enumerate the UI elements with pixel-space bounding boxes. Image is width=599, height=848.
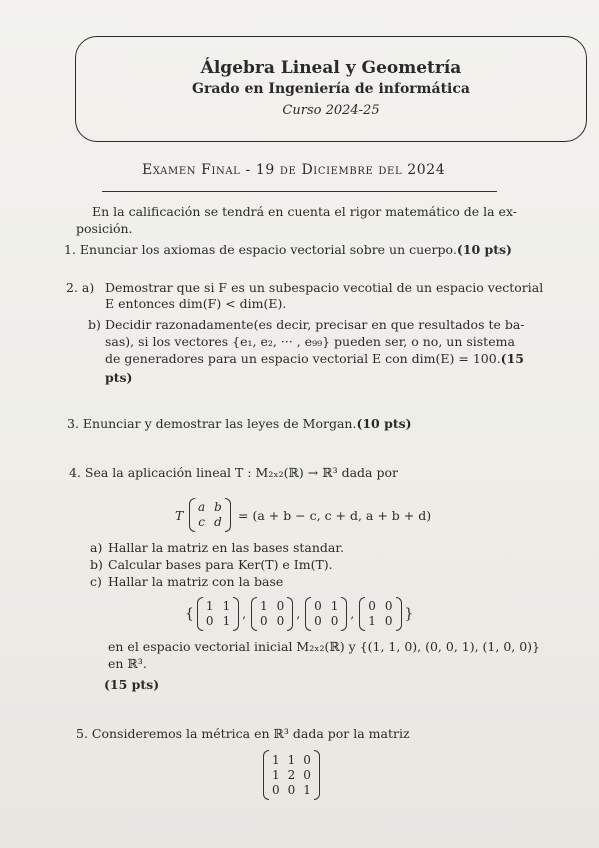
metric-matrix: [263, 750, 320, 800]
matrix-entry: 0: [314, 599, 322, 613]
matrix-entry: 0: [303, 767, 311, 782]
right-paren: [233, 597, 239, 631]
intro-line-1: En la calificación se tendrá en cuenta el rigor matemático de la ex-: [92, 204, 518, 219]
question-2a-line-2: E entonces dim(F) < dim(E).: [105, 296, 287, 311]
basis-matrix: [251, 597, 293, 631]
question-2b-label: b): [88, 317, 101, 332]
matrix-entry: 0: [330, 614, 339, 628]
course-year: Curso 2024-25: [282, 103, 380, 118]
question-3-points: (10 pts): [356, 416, 412, 431]
matrix-entry: c: [198, 515, 205, 529]
basis-matrix-entries: [257, 600, 287, 628]
input-matrix-entries: [195, 501, 225, 529]
right-paren: [225, 498, 231, 532]
right-paren: [287, 597, 293, 631]
right-paren: [314, 750, 320, 800]
question-4-intro: 4. Sea la aplicación lineal T : M₂ₓ₂(ℝ) → ℝ³ dada por: [69, 465, 398, 480]
intro-line-2: posición.: [76, 221, 133, 236]
question-5-text: 5. Consideremos la métrica en ℝ³ dada por la matriz: [76, 726, 410, 741]
matrix-entry: 0: [260, 614, 268, 628]
matrix-entry: 0: [384, 599, 393, 613]
map-result: = (a + b − c, c + d, a + b + d): [238, 508, 432, 523]
question-4b-text: Calcular bases para Ker(T) e Im(T).: [108, 557, 333, 572]
question-4b-label: b): [90, 557, 103, 572]
question-2-points-close: pts): [105, 370, 133, 385]
basis-matrix-entries: [365, 600, 395, 628]
matrix-entry: 1: [303, 782, 311, 797]
matrix-entry: 0: [287, 782, 296, 797]
title-box: [75, 36, 587, 142]
basis-separator: ,: [296, 607, 301, 621]
basis-matrix-entries: [311, 600, 341, 628]
separator-line: [102, 191, 497, 192]
question-2b-line-3-text: de generadores para un espacio vectorial E con dim(E) = 100.: [105, 351, 501, 366]
basis-open-brace: {: [185, 606, 194, 622]
right-paren: [396, 597, 402, 631]
matrix-entry: 1: [287, 752, 296, 767]
right-paren: [341, 597, 347, 631]
matrix-entry: a: [198, 500, 206, 514]
matrix-entry: 1: [222, 599, 231, 613]
matrix-entry: 0: [384, 614, 393, 628]
matrix-entry: 0: [314, 614, 322, 628]
question-4c-label: c): [90, 574, 102, 589]
question-2a-line-1: Demostrar que si F es un subespacio vecotial de un espacio vectorial: [105, 280, 544, 295]
question-4c-text: Hallar la matriz con la base: [108, 574, 284, 589]
basis-separator: ,: [350, 607, 355, 621]
question-2a-label: 2. a): [66, 280, 95, 295]
basis-set: [185, 597, 413, 631]
matrix-entry: 1: [330, 599, 339, 613]
matrix-entry: 1: [205, 599, 214, 613]
degree-subtitle: Grado en Ingeniería de informática: [192, 81, 470, 97]
question-1-text: 1. Enunciar los axiomas de espacio vectorial sobre un cuerpo.: [64, 242, 457, 257]
question-4c-line-3: en ℝ³.: [108, 656, 147, 671]
matrix-entry: 1: [222, 614, 231, 628]
matrix-entry: 0: [272, 782, 280, 797]
question-4a-text: Hallar la matriz en las bases standar.: [108, 540, 344, 555]
question-1-points: (10 pts): [456, 242, 512, 257]
matrix-entry: 1: [272, 752, 280, 767]
question-4c-line-2: en el espacio vectorial inicial M₂ₓ₂(ℝ) y {(1, 1, 0), (0, 0, 1), (1, 0, 0)}: [108, 639, 541, 654]
matrix-entry: d: [214, 515, 222, 529]
matrix-entry: 0: [276, 599, 285, 613]
question-2-points-open: (15: [500, 351, 524, 366]
matrix-entry: 1: [272, 767, 280, 782]
matrix-entry: 1: [260, 599, 268, 613]
basis-matrix: [359, 597, 401, 631]
question-4-points: (15 pts): [104, 677, 160, 692]
matrix-entry: 2: [287, 767, 296, 782]
exam-title: Álgebra Lineal y Geometría: [200, 58, 462, 78]
basis-separator: ,: [242, 607, 247, 621]
question-2b-line-3: [105, 351, 524, 367]
question-2b-line-2: sas), si los vectores {e₁, e₂, ··· , e₉₉} pueden ser, o no, un sistema: [105, 334, 515, 349]
matrix-entry: 1: [368, 614, 376, 628]
metric-matrix-entries: [269, 754, 314, 797]
exam-date-line: Examen Final - 19 de Diciembre del 2024: [142, 162, 446, 178]
map-symbol-T: T: [175, 508, 184, 523]
basis-matrix: [197, 597, 239, 631]
basis-matrix-entries: [203, 600, 233, 628]
input-matrix: [189, 498, 231, 532]
basis-matrix: [305, 597, 347, 631]
matrix-entry: b: [214, 500, 222, 514]
question-4a-label: a): [90, 540, 103, 555]
matrix-entry: 0: [368, 599, 376, 613]
matrix-entry: 0: [276, 614, 285, 628]
question-2b-line-1: Decidir razonadamente(es decir, precisar en que resultados te ba-: [105, 317, 525, 332]
question-1: [64, 242, 512, 258]
question-3-text: 3. Enunciar y demostrar las leyes de Morgan.: [67, 416, 357, 431]
matrix-entry: 0: [205, 614, 214, 628]
question-3: [67, 416, 412, 432]
matrix-entry: 0: [303, 752, 311, 767]
basis-close-brace: }: [404, 606, 414, 622]
